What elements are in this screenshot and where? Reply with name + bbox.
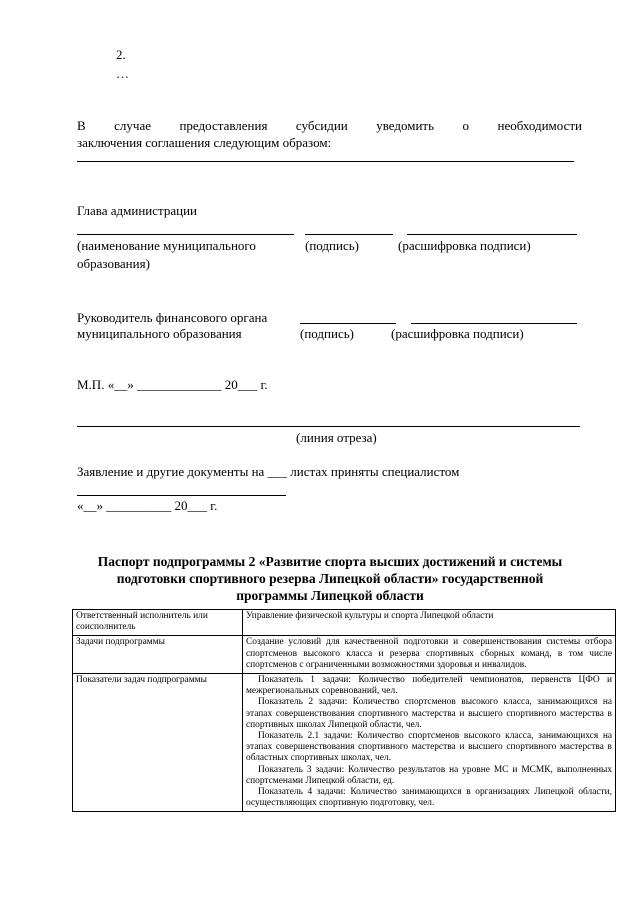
notice-line-2: заключения соглашения следующим образом:	[77, 135, 332, 150]
passport-title-line-1: Паспорт подпрограммы 2 «Развитие спорта высших достижений и системы	[97, 554, 563, 569]
passport-title-line-2: подготовки спортивного резерва Липецкой области» государственной	[116, 571, 544, 586]
finance-decode-line	[411, 323, 577, 324]
received-date: «__» __________ 20___ г.	[77, 498, 218, 513]
row-value-indicators	[243, 674, 616, 812]
indicator-4: Показатель 4 задачи: Количество занимающихся в организациях Липецкой области, осуществляющих спортивную подготовку, чел.	[246, 787, 612, 809]
row-label-indicators: Показатели задач подпрограммы	[73, 674, 243, 812]
list-item-number: 2.	[116, 47, 126, 62]
table-row	[73, 674, 616, 812]
finance-sign-line	[300, 323, 396, 324]
head-admin-decode-line	[407, 234, 577, 235]
head-admin-label-decode: (расшифровка подписи)	[398, 238, 531, 253]
row-label-tasks: Задачи подпрограммы	[73, 636, 243, 674]
list-ellipsis: …	[116, 66, 129, 81]
table-row	[73, 636, 616, 674]
indicator-2-1: Показатель 2.1 задачи: Количество спортсменов высокого класса, занимающихся на этапах совершенствования спортивного мастерства и высшего спортивного мастерства в областных спортивных школах, чел.	[246, 731, 612, 764]
passport-title-line-3: программы Липецкой области	[236, 588, 424, 603]
received-specialist-line	[77, 495, 286, 496]
indicator-2: Показатель 2 задачи: Количество спортсменов высокого класса, занимающихся на этапах совершенствования спортивного мастерства и высшего спортивного мастерства в спортивных школах Липецкой области, чел.	[246, 697, 612, 730]
passport-table	[72, 609, 616, 812]
cut-line-label: (линия отреза)	[296, 430, 377, 445]
finance-head-line-1: Руководитель финансового органа	[77, 310, 268, 325]
head-admin-label-sign: (подпись)	[305, 238, 359, 253]
finance-label-decode: (расшифровка подписи)	[391, 326, 524, 341]
head-admin-title: Глава администрации	[77, 203, 198, 218]
head-admin-name-line	[77, 234, 294, 235]
notice-line-1: В случае предоставления субсидии уведомить о необходимости	[77, 118, 582, 133]
row-label-responsible: Ответственный исполнитель или соисполнитель	[73, 610, 243, 636]
table-row	[73, 610, 616, 636]
row-value-responsible: Управление физической культуры и спорта Липецкой области	[243, 610, 616, 636]
finance-head-line-2: муниципального образования	[77, 326, 242, 341]
indicator-1: Показатель 1 задачи: Количество победителей чемпионатов, первенств ЦФО и межрегиональных соревнований, чел.	[246, 675, 612, 697]
received-line: Заявление и другие документы на ___ листах приняты специалистом	[77, 464, 460, 479]
indicator-3: Показатель 3 задачи: Количество результатов на уровне МС и МСМК, выполненных спортсменами Липецкой области, ед.	[246, 764, 612, 786]
finance-label-sign: (подпись)	[300, 326, 354, 341]
head-admin-sign-line	[305, 234, 393, 235]
stamp-date-line: М.П. «__» _____________ 20___ г.	[77, 377, 268, 392]
head-admin-label-name: (наименование муниципального	[77, 238, 256, 253]
notice-blank-line	[77, 161, 574, 162]
cut-line	[77, 426, 580, 427]
head-admin-label-name-2: образования)	[77, 256, 150, 271]
tasks-text: Создание условий для качественной подготовки и совершенствования системы отбора спортсменов высокого класса и резерва спортивных сборных команд, в том числе спортсменов с ограниченными возможностями здоровья и инвалидов.	[246, 637, 612, 670]
row-value-tasks	[243, 636, 616, 674]
